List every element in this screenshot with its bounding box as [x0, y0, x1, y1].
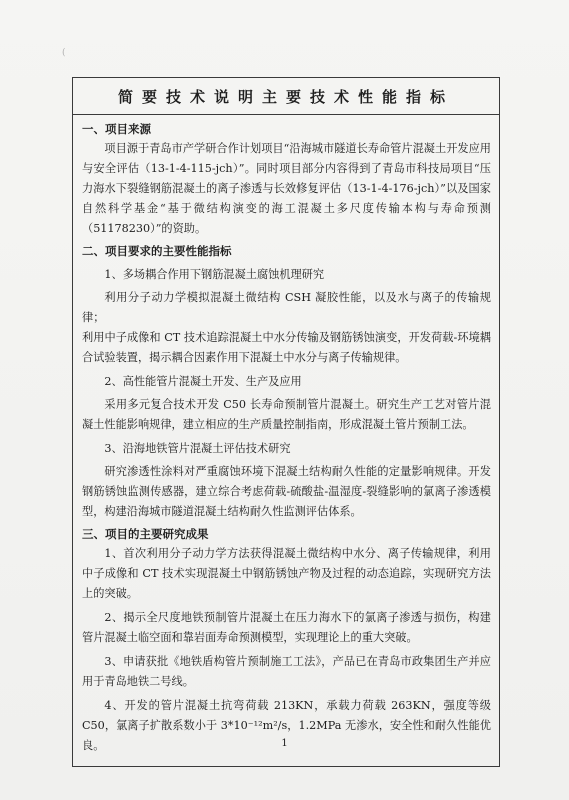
requirement-item-3-para: 研究渗透性涂料对严重腐蚀环境下混凝土结构耐久性能的定量影响规律。开发钢筋锈蚀监测传感器，建立综合考虑荷载-硫酸盐-温湿度-裂缝影响的氯离子渗透模型，构建沿海城市隧道混凝土结构耐久性监测评估体系。: [82, 465, 491, 518]
section-heading-source: 一、项目来源: [82, 122, 151, 136]
result-1: 1、首次利用分子动力学方法获得混凝土微结构中水分、离子传输规律，利用中子成像和 CT 技术实现混凝土中钢筋锈蚀产物及过程的动态追踪，实现研究方法上的突破。: [82, 547, 491, 600]
section-heading-results: 三、项目的主要研究成果: [82, 527, 209, 541]
document-body: [73, 115, 499, 756]
requirement-item-1-title: 1、多场耦合作用下钢筋混凝土腐蚀机理研究: [104, 268, 325, 281]
source-paragraph: 项目源于青岛市产学研合作计划项目“沿海城市隧道长寿命管片混凝土开发应用与安全评估（13-1-4-115-jch）”。同时项目部分内容得到了青岛市科技局项目“压力海水下裂缝钢筋混凝土的离子渗透与长效修复评估（13-1-4-176-jch）”以及国家自然科学基金“基于微结构演变的海工混凝土多尺度传输本构与寿命预测（51178230）”的资助。: [82, 142, 491, 235]
requirement-item-2-title: 2、高性能管片混凝土开发、生产及应用: [104, 375, 302, 388]
result-4: 4、开发的管片混凝土抗弯荷载 213KN，承载力荷载 263KN，强度等级 C50，氯离子扩散系数小于 3*10⁻¹²m²/s，1.2MPa 无渗水，安全性和耐久性能优良。: [82, 699, 491, 752]
result-3: 3、申请获批《地铁盾构管片预制施工工法》，产品已在青岛市政集团生产并应用于青岛地铁二号线。: [82, 655, 491, 688]
page-number: 1: [281, 738, 288, 749]
scan-mark: (: [62, 48, 66, 58]
document-frame: [72, 77, 500, 767]
title-row: [73, 78, 499, 115]
page-title: 简要技术说明主要技术性能指标: [117, 87, 454, 106]
requirement-item-3-title: 3、沿海地铁管片混凝土评估技术研究: [104, 442, 291, 455]
result-2: 2、揭示全尺度地铁预制管片混凝土在压力海水下的氯离子渗透与损伤，构建管片混凝土临空面和靠岩面寿命预测模型，实现理论上的重大突破。: [82, 611, 491, 644]
requirement-item-2-para: 采用多元复合技术开发 C50 长寿命预制管片混凝土。研究生产工艺对管片混凝土性能影响规律，建立相应的生产质量控制指南，形成混凝土管片预制工法。: [82, 398, 491, 431]
requirement-item-1-para-1: 利用分子动力学模拟混凝土微结构 CSH 凝胶性能，以及水与离子的传输规律；: [82, 291, 491, 324]
requirement-item-1-para-2: 利用中子成像和 CT 技术追踪混凝土中水分传输及钢筋锈蚀演变，开发荷载-环境耦合试验装置，揭示耦合因素作用下混凝土中水分与离子传输规律。: [82, 331, 491, 364]
section-heading-requirements: 二、项目要求的主要性能指标: [82, 244, 232, 258]
